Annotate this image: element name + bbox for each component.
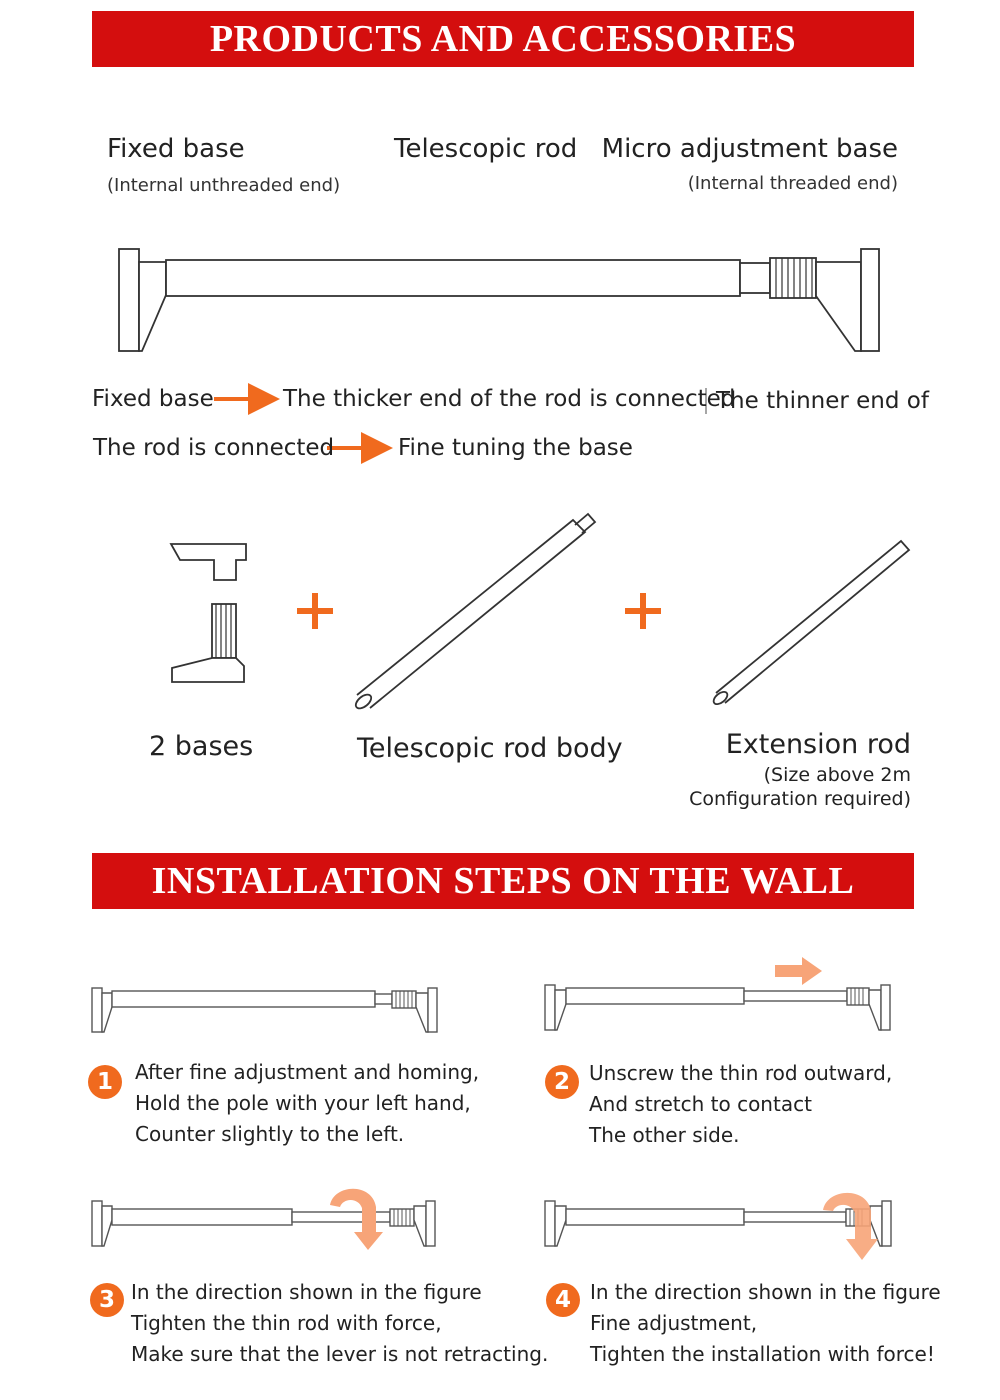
flow-thinner-end: The thinner end of [716, 388, 929, 414]
step-3-text [131, 1277, 548, 1370]
step-1-line-3: Counter slightly to the left. [135, 1122, 405, 1146]
step-2-line-3: The other side. [589, 1123, 740, 1147]
step-4-number: 4 [546, 1283, 580, 1317]
extension-note-line-2: Configuration required) [689, 788, 911, 810]
step-3-number: 3 [90, 1283, 124, 1317]
flow-fixed-base: Fixed base [92, 386, 214, 412]
step2-rod [545, 985, 890, 1030]
bases-label: 2 bases [149, 731, 254, 762]
fixed-base-label: Fixed base [107, 134, 245, 164]
fixed-base-sublabel: (Internal unthreaded end) [107, 175, 341, 196]
main-rod-illustration [119, 249, 879, 351]
bases-illustration [171, 544, 246, 682]
step-3-line-2: Tighten the thin rod with force, [131, 1311, 442, 1335]
extension-rod-label: Extension rod [725, 729, 911, 760]
step-3-line-1: In the direction shown in the figure [131, 1280, 482, 1304]
micro-base-label: Micro adjustment base [601, 134, 898, 164]
step-4-line-2: Fine adjustment, [590, 1311, 758, 1335]
step-1-line-2: Hold the pole with your left hand, [135, 1091, 471, 1115]
extension-rod-note [689, 763, 911, 811]
step-1-line-1: After fine adjustment and homing, [135, 1060, 480, 1084]
step-2-line-2: And stretch to contact [589, 1092, 812, 1116]
installation-banner: INSTALLATION STEPS ON THE WALL [92, 853, 914, 909]
telescopic-rod-label: Telescopic rod [394, 134, 578, 164]
flow-fine-tuning: Fine tuning the base [398, 435, 633, 461]
step-2-text [589, 1058, 892, 1151]
rod-body-label: Telescopic rod body [357, 733, 623, 764]
step3-rod [92, 1201, 435, 1246]
step-1-number: 1 [88, 1065, 122, 1099]
telescopic-rod-body-illustration [353, 514, 595, 711]
extension-rod-illustration [711, 541, 909, 707]
flow-thicker-end: The thicker end of the rod is connected [283, 386, 736, 412]
step-4-text [590, 1277, 941, 1370]
step-3-line-3: Make sure that the lever is not retracting. [131, 1342, 549, 1366]
step-4-line-3: Tighten the installation with force! [590, 1342, 935, 1366]
step-2-number: 2 [545, 1065, 579, 1099]
extension-note-line-1: (Size above 2m [763, 764, 911, 786]
flow-rod-connected: The rod is connected [93, 435, 335, 461]
micro-base-sublabel: (Internal threaded end) [687, 173, 898, 194]
step-4-line-1: In the direction shown in the figure [590, 1280, 941, 1304]
step1-rod [92, 988, 437, 1032]
products-banner: PRODUCTS AND ACCESSORIES [92, 11, 914, 67]
step4-rod [545, 1201, 891, 1246]
step-1-text [135, 1057, 479, 1150]
step-2-line-1: Unscrew the thin rod outward, [589, 1061, 893, 1085]
